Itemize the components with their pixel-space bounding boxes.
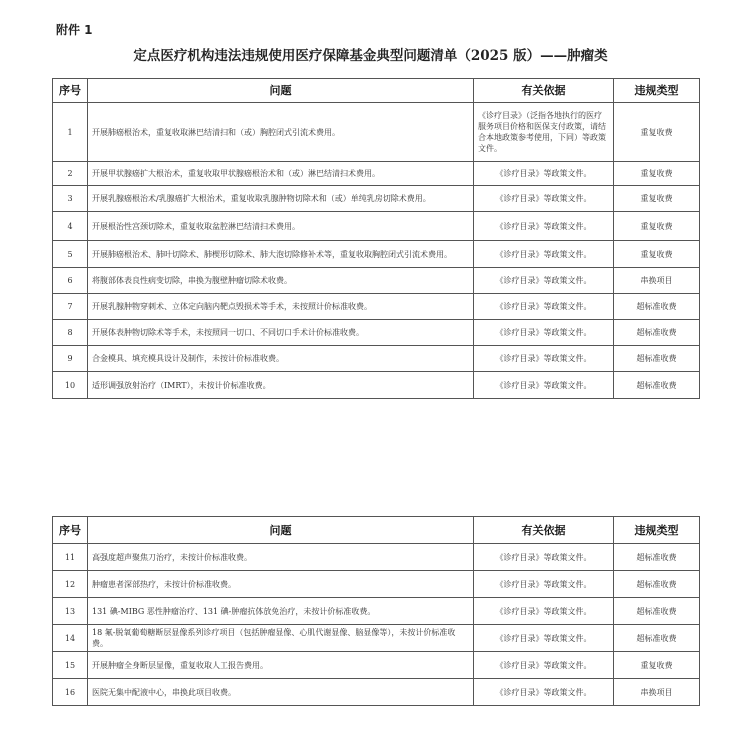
table-row	[53, 212, 700, 241]
basis-text: 《诊疗目录》（泛指各地执行的医疗服务项目价格和医保支付政策，请结合本地政策参考使用，下同）等政策文件。	[474, 103, 614, 162]
table-row	[53, 186, 700, 212]
table-row	[53, 625, 700, 652]
issue-text: 高强度超声聚焦刀治疗，未按计价标准收费。	[88, 544, 474, 571]
table-header-row	[53, 517, 700, 544]
row-number: 11	[53, 544, 88, 571]
basis-text: 《诊疗目录》等政策文件。	[474, 679, 614, 706]
violation-type: 重复收费	[614, 652, 700, 679]
violation-type: 超标准收费	[614, 372, 700, 399]
issue-text: 适形调强放射治疗（IMRT），未按计价标准收费。	[88, 372, 474, 399]
violation-type: 串换项目	[614, 268, 700, 294]
document-title: 定点医疗机构违法违规使用医疗保障基金典型问题清单（2025 版）——肿瘤类	[133, 48, 608, 64]
issue-text: 医院无集中配液中心，串换此项目收费。	[88, 679, 474, 706]
issue-text: 合金模具、填充模具设计及制作，未按计价标准收费。	[88, 346, 474, 372]
row-number: 14	[53, 625, 88, 652]
violation-type: 超标准收费	[614, 598, 700, 625]
violation-type: 串换项目	[614, 679, 700, 706]
basis-text: 《诊疗目录》等政策文件。	[474, 346, 614, 372]
table-row	[53, 598, 700, 625]
issue-text: 开展肺癌根治术，重复收取淋巴结清扫和（或）胸腔闭式引流术费用。	[88, 103, 474, 162]
row-number: 13	[53, 598, 88, 625]
table-row	[53, 544, 700, 571]
basis-text: 《诊疗目录》等政策文件。	[474, 598, 614, 625]
violation-type: 超标准收费	[614, 571, 700, 598]
issue-text: 开展根治性宫颈切除术，重复收取盆腔淋巴结清扫术费用。	[88, 212, 474, 241]
table-header-row	[53, 79, 700, 103]
header-issue: 问题	[88, 517, 474, 544]
issue-text: 131 碘-MIBG 恶性肿瘤治疗、131 碘-肿瘤抗体放免治疗，未按计价标准收费。	[88, 598, 474, 625]
issue-text: 开展乳腺癌根治术/乳腺癌扩大根治术，重复收取乳腺肿物切除术和（或）单纯乳房切除术费用。	[88, 186, 474, 212]
header-basis: 有关依据	[474, 79, 614, 103]
violation-type: 超标准收费	[614, 346, 700, 372]
issue-text: 开展肿瘤全身断层显像，重复收取人工报告费用。	[88, 652, 474, 679]
row-number: 16	[53, 679, 88, 706]
header-no: 序号	[53, 79, 88, 103]
issue-text: 18 氟-脱氧葡萄糖断层显像系列诊疗项目（包括肿瘤显像、心肌代谢显像、脑显像等），未按计价标准收费。	[88, 625, 474, 652]
header-issue: 问题	[88, 79, 474, 103]
table-row	[53, 679, 700, 706]
basis-text: 《诊疗目录》等政策文件。	[474, 544, 614, 571]
violation-type: 超标准收费	[614, 625, 700, 652]
violation-type: 重复收费	[614, 103, 700, 162]
table-row	[53, 372, 700, 399]
row-number: 15	[53, 652, 88, 679]
row-number: 8	[53, 320, 88, 346]
basis-text: 《诊疗目录》等政策文件。	[474, 372, 614, 399]
table-row	[53, 320, 700, 346]
basis-text: 《诊疗目录》等政策文件。	[474, 162, 614, 186]
issue-text: 开展肺癌根治术、肺叶切除术、肺楔形切除术、肺大泡切除修补术等，重复收取胸腔闭式引流术费用。	[88, 241, 474, 268]
attachment-label: 附件 1	[56, 23, 93, 37]
header-no: 序号	[53, 517, 88, 544]
table-row	[53, 652, 700, 679]
row-number: 4	[53, 212, 88, 241]
header-type: 违规类型	[614, 79, 700, 103]
violation-type: 超标准收费	[614, 294, 700, 320]
issue-text: 肿瘤患者深部热疗，未按计价标准收费。	[88, 571, 474, 598]
issue-text: 开展甲状腺癌扩大根治术，重复收取甲状腺癌根治术和（或）淋巴结清扫术费用。	[88, 162, 474, 186]
table-row	[53, 346, 700, 372]
header-type: 违规类型	[614, 517, 700, 544]
issue-text: 开展体表肿物切除术等手术，未按照同一切口、不同切口手术计价标准收费。	[88, 320, 474, 346]
violation-type: 重复收费	[614, 212, 700, 241]
violation-type: 超标准收费	[614, 544, 700, 571]
row-number: 2	[53, 162, 88, 186]
table-row	[53, 571, 700, 598]
table-row	[53, 103, 700, 162]
basis-text: 《诊疗目录》等政策文件。	[474, 625, 614, 652]
violation-type: 重复收费	[614, 241, 700, 268]
table-row	[53, 162, 700, 186]
row-number: 6	[53, 268, 88, 294]
basis-text: 《诊疗目录》等政策文件。	[474, 212, 614, 241]
row-number: 12	[53, 571, 88, 598]
basis-text: 《诊疗目录》等政策文件。	[474, 186, 614, 212]
table-row	[53, 268, 700, 294]
issue-text: 将腹部体表良性病变切除，串换为腹壁肿瘤切除术收费。	[88, 268, 474, 294]
basis-text: 《诊疗目录》等政策文件。	[474, 294, 614, 320]
row-number: 10	[53, 372, 88, 399]
header-basis: 有关依据	[474, 517, 614, 544]
row-number: 5	[53, 241, 88, 268]
basis-text: 《诊疗目录》等政策文件。	[474, 241, 614, 268]
row-number: 3	[53, 186, 88, 212]
basis-text: 《诊疗目录》等政策文件。	[474, 652, 614, 679]
violation-type: 重复收费	[614, 186, 700, 212]
row-number: 1	[53, 103, 88, 162]
basis-text: 《诊疗目录》等政策文件。	[474, 268, 614, 294]
issues-table-1	[52, 78, 700, 399]
issue-text: 开展乳腺肿物穿刺术、立体定向脑内靶点毁损术等手术，未按照计价标准收费。	[88, 294, 474, 320]
issues-table-2	[52, 516, 700, 706]
row-number: 7	[53, 294, 88, 320]
violation-type: 重复收费	[614, 162, 700, 186]
table-row	[53, 241, 700, 268]
basis-text: 《诊疗目录》等政策文件。	[474, 320, 614, 346]
violation-type: 超标准收费	[614, 320, 700, 346]
row-number: 9	[53, 346, 88, 372]
table-row	[53, 294, 700, 320]
basis-text: 《诊疗目录》等政策文件。	[474, 571, 614, 598]
